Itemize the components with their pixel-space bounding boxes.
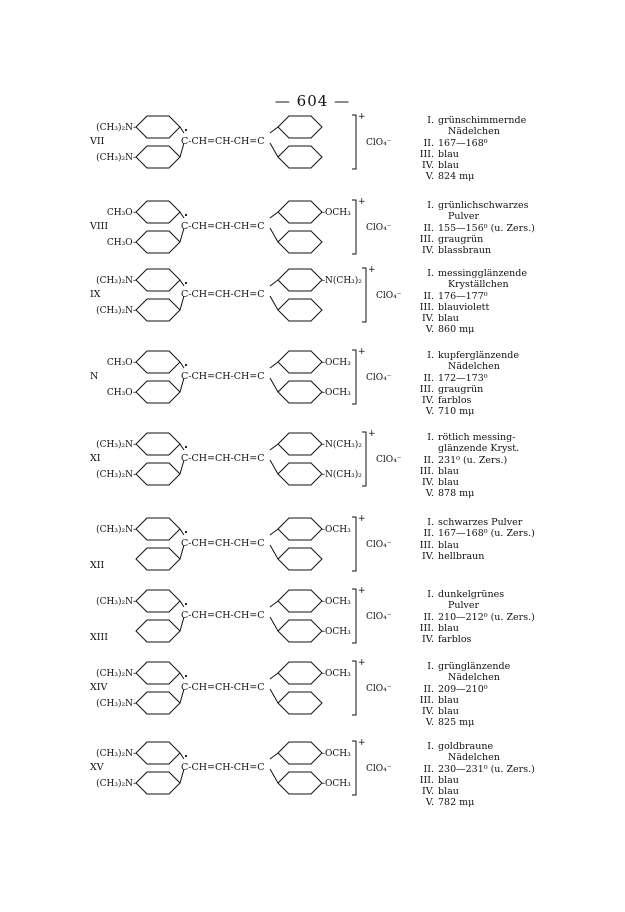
bond-line bbox=[180, 212, 184, 218]
bond-line bbox=[270, 362, 278, 368]
structural-formula bbox=[0, 429, 402, 512]
property-number: IV. bbox=[422, 245, 434, 257]
page-number: — 604 — bbox=[274, 92, 351, 110]
property-number: III. bbox=[419, 622, 434, 634]
property-row bbox=[404, 477, 604, 488]
property-value: blau bbox=[438, 313, 459, 325]
benzene-ring-lower-left bbox=[136, 381, 180, 403]
radical-dot bbox=[185, 603, 187, 605]
substituent-upper-left: CH₃O- bbox=[106, 208, 136, 218]
property-value: blau bbox=[438, 148, 459, 160]
property-row bbox=[404, 395, 604, 406]
property-row bbox=[404, 551, 604, 562]
charge-sign: + bbox=[358, 347, 366, 357]
compound-numeral: IX bbox=[90, 289, 101, 300]
bracket bbox=[352, 200, 356, 254]
benzene-ring-lower-left bbox=[136, 231, 180, 253]
substituent-lower-left: (CH₃)₂N- bbox=[96, 306, 136, 316]
property-list bbox=[404, 661, 604, 729]
substituent-upper-left: (CH₃)₂N- bbox=[96, 597, 136, 607]
property-row bbox=[404, 706, 604, 717]
property-value: 230—231⁰ (u. Zers.) bbox=[438, 763, 535, 775]
substituent-upper-right: -OCH₃ bbox=[322, 358, 351, 368]
benzene-ring-upper-left bbox=[136, 518, 180, 540]
benzene-ring-upper-left bbox=[136, 351, 180, 373]
property-row bbox=[404, 589, 604, 600]
property-row bbox=[404, 302, 604, 313]
property-value: 860 mμ bbox=[438, 324, 475, 336]
bond-line bbox=[180, 753, 184, 759]
bond-line bbox=[270, 545, 278, 559]
charge-sign: + bbox=[358, 112, 366, 122]
radical-dot bbox=[185, 282, 187, 284]
property-number: IV. bbox=[422, 634, 434, 646]
property-row bbox=[404, 200, 604, 211]
property-value: grünschimmernde bbox=[438, 115, 527, 126]
property-number: II. bbox=[423, 763, 434, 775]
property-row bbox=[404, 612, 604, 623]
bracket bbox=[352, 350, 356, 404]
bond-line bbox=[180, 601, 184, 607]
property-row bbox=[404, 268, 604, 279]
benzene-ring-upper-left bbox=[136, 590, 180, 612]
bond-line bbox=[270, 127, 278, 133]
bracket bbox=[352, 741, 356, 795]
property-value: 172—173⁰ bbox=[438, 372, 488, 384]
property-value: farblos bbox=[438, 395, 472, 407]
property-value-continuation: Pulver bbox=[448, 211, 480, 223]
substituent-upper-left: (CH₃)₂N- bbox=[96, 123, 136, 133]
property-row bbox=[404, 432, 604, 443]
property-number: I. bbox=[427, 268, 434, 279]
compound-numeral: VII bbox=[90, 136, 105, 147]
property-row bbox=[404, 466, 604, 477]
property-row bbox=[404, 138, 604, 149]
property-value: rötlich messing- bbox=[438, 432, 516, 443]
property-row bbox=[404, 517, 604, 528]
benzene-ring-lower-left bbox=[136, 620, 180, 642]
property-list bbox=[404, 268, 604, 336]
substituent-upper-left: (CH₃)₂N- bbox=[96, 669, 136, 679]
benzene-ring-lower-right bbox=[278, 548, 322, 570]
property-number: II. bbox=[423, 454, 434, 466]
polymethine-chain: C-CH=CH-CH=C bbox=[181, 371, 265, 382]
benzene-ring-upper-left bbox=[136, 269, 180, 291]
property-row bbox=[404, 373, 604, 384]
substituent-lower-right: -N(CH₃)₂ bbox=[322, 470, 362, 480]
substituent-upper-left: (CH₃)₂N- bbox=[96, 749, 136, 759]
bond-line bbox=[270, 212, 278, 218]
bond-line bbox=[270, 460, 278, 474]
polymethine-chain: C-CH=CH-CH=C bbox=[181, 136, 265, 147]
polymethine-chain: C-CH=CH-CH=C bbox=[181, 453, 265, 464]
substituent-upper-left: CH₃O- bbox=[106, 358, 136, 368]
radical-dot bbox=[185, 446, 187, 448]
property-row bbox=[404, 786, 604, 797]
bond-line bbox=[270, 689, 278, 703]
property-number: III. bbox=[419, 465, 434, 477]
benzene-ring-lower-right bbox=[278, 620, 322, 642]
property-value: kupferglänzende bbox=[438, 350, 519, 361]
property-number: IV. bbox=[422, 477, 434, 489]
benzene-ring-upper-left bbox=[136, 201, 180, 223]
property-row bbox=[404, 695, 604, 706]
bond-line bbox=[270, 753, 278, 759]
bracket bbox=[352, 589, 356, 643]
substituent-upper-right: -N(CH₃)₂ bbox=[322, 276, 362, 286]
property-number: IV. bbox=[422, 550, 434, 562]
property-row bbox=[404, 661, 604, 672]
polymethine-chain: C-CH=CH-CH=C bbox=[181, 682, 265, 693]
property-value-continuation: Kryställchen bbox=[448, 279, 509, 291]
bond-line bbox=[270, 769, 278, 783]
property-number: II. bbox=[423, 222, 434, 234]
substituent-upper-right: -OCH₃ bbox=[322, 208, 351, 218]
substituent-lower-left: (CH₃)₂N- bbox=[96, 470, 136, 480]
substituent-lower-right: -OCH₃ bbox=[322, 388, 351, 398]
benzene-ring-upper-right bbox=[278, 433, 322, 455]
property-value: schwarzes Pulver bbox=[438, 517, 523, 528]
compound-numeral: VIII bbox=[90, 221, 109, 232]
property-number: III. bbox=[419, 539, 434, 551]
polymethine-chain: C-CH=CH-CH=C bbox=[181, 538, 265, 549]
property-number: III. bbox=[419, 233, 434, 245]
property-list bbox=[404, 432, 604, 500]
property-list bbox=[404, 200, 604, 256]
bond-line bbox=[180, 362, 184, 368]
benzene-ring-upper-right bbox=[278, 662, 322, 684]
property-value: 231⁰ (u. Zers.) bbox=[438, 454, 508, 466]
benzene-ring-lower-right bbox=[278, 381, 322, 403]
structural-formula bbox=[0, 658, 400, 741]
compound-numeral: XI bbox=[90, 453, 101, 464]
property-value: blauviolett bbox=[438, 301, 490, 313]
benzene-ring-upper-left bbox=[136, 116, 180, 138]
property-value: graugrün bbox=[438, 383, 484, 395]
benzene-ring-lower-left bbox=[136, 548, 180, 570]
property-value: grünlichschwarzes bbox=[438, 200, 529, 211]
property-value: dunkelgrünes bbox=[438, 589, 505, 600]
counter-ion: ClO₄⁻ bbox=[376, 455, 402, 465]
property-list bbox=[404, 517, 604, 562]
property-value: blau bbox=[438, 694, 459, 706]
property-list bbox=[404, 115, 604, 183]
property-number: II. bbox=[423, 683, 434, 695]
charge-sign: + bbox=[368, 429, 376, 439]
charge-sign: + bbox=[358, 586, 366, 596]
benzene-ring-upper-left bbox=[136, 662, 180, 684]
property-value: blau bbox=[438, 539, 459, 551]
property-row bbox=[404, 540, 604, 551]
property-number: IV. bbox=[422, 313, 434, 325]
benzene-ring-lower-right bbox=[278, 231, 322, 253]
radical-dot bbox=[185, 531, 187, 533]
charge-sign: + bbox=[358, 197, 366, 207]
bond-line bbox=[180, 127, 184, 133]
property-number: I. bbox=[427, 589, 434, 600]
property-number: V. bbox=[425, 324, 434, 336]
property-row bbox=[404, 245, 604, 256]
property-row bbox=[404, 291, 604, 302]
polymethine-chain: C-CH=CH-CH=C bbox=[181, 289, 265, 300]
property-row bbox=[404, 684, 604, 695]
charge-sign: + bbox=[368, 265, 376, 275]
property-row bbox=[404, 149, 604, 160]
polymethine-chain: C-CH=CH-CH=C bbox=[181, 221, 265, 232]
substituent-upper-right: -OCH₃ bbox=[322, 525, 351, 535]
property-number: I. bbox=[427, 115, 434, 126]
property-value-continuation: Nädelchen bbox=[448, 361, 500, 373]
benzene-ring-lower-right bbox=[278, 146, 322, 168]
benzene-ring-upper-right bbox=[278, 351, 322, 373]
benzene-ring-lower-left bbox=[136, 692, 180, 714]
bond-line bbox=[270, 378, 278, 392]
property-number: I. bbox=[427, 517, 434, 528]
property-row bbox=[404, 634, 604, 645]
radical-dot bbox=[185, 364, 187, 366]
property-number: III. bbox=[419, 148, 434, 160]
property-row bbox=[404, 488, 604, 499]
property-row bbox=[404, 223, 604, 234]
polymethine-chain: C-CH=CH-CH=C bbox=[181, 610, 265, 621]
property-value: 825 mμ bbox=[438, 717, 475, 729]
substituent-upper-left: (CH₃)₂N- bbox=[96, 276, 136, 286]
benzene-ring-lower-left bbox=[136, 146, 180, 168]
substituent-upper-right: -OCH₃ bbox=[322, 669, 351, 679]
bracket bbox=[352, 517, 356, 571]
property-number: II. bbox=[423, 528, 434, 540]
radical-dot bbox=[185, 755, 187, 757]
counter-ion: ClO₄⁻ bbox=[376, 291, 402, 301]
compound-numeral: XIII bbox=[90, 632, 109, 643]
benzene-ring-upper-right bbox=[278, 518, 322, 540]
property-number: III. bbox=[419, 774, 434, 786]
compound-numeral: XIV bbox=[90, 682, 108, 693]
bond-line bbox=[180, 280, 184, 286]
property-number: I. bbox=[427, 741, 434, 752]
property-row bbox=[404, 234, 604, 245]
counter-ion: ClO₄⁻ bbox=[366, 540, 392, 550]
charge-sign: + bbox=[358, 738, 366, 748]
benzene-ring-upper-right bbox=[278, 742, 322, 764]
substituent-lower-right: -OCH₃ bbox=[322, 779, 351, 789]
property-number: II. bbox=[423, 290, 434, 302]
substituent-upper-left: (CH₃)₂N- bbox=[96, 440, 136, 450]
compound-numeral: XII bbox=[90, 560, 105, 571]
property-value: 167—168⁰ (u. Zers.) bbox=[438, 528, 535, 540]
substituent-lower-left: (CH₃)₂N- bbox=[96, 699, 136, 709]
property-value: grünglänzende bbox=[438, 661, 511, 672]
bond-line bbox=[270, 529, 278, 535]
substituent-upper-right: -OCH₃ bbox=[322, 597, 351, 607]
bond-line bbox=[270, 444, 278, 450]
property-row bbox=[404, 313, 604, 324]
charge-sign: + bbox=[358, 514, 366, 524]
property-value: blau bbox=[438, 465, 459, 477]
property-row bbox=[404, 775, 604, 786]
structural-formula bbox=[0, 265, 402, 348]
property-value-continuation: Nädelchen bbox=[448, 672, 500, 684]
benzene-ring-upper-left bbox=[136, 742, 180, 764]
benzene-ring-lower-left bbox=[136, 463, 180, 485]
property-row bbox=[404, 350, 604, 361]
property-value-continuation: glänzende Kryst. bbox=[438, 443, 520, 455]
bond-line bbox=[270, 296, 278, 310]
property-number: I. bbox=[427, 350, 434, 361]
compound-numeral: N bbox=[90, 371, 99, 382]
property-row bbox=[404, 528, 604, 539]
property-number: V. bbox=[425, 797, 434, 809]
property-row bbox=[404, 741, 604, 752]
property-number: IV. bbox=[422, 160, 434, 172]
property-number: V. bbox=[425, 717, 434, 729]
bracket bbox=[352, 115, 356, 169]
property-value-continuation: Pulver bbox=[448, 600, 480, 612]
property-row bbox=[404, 406, 604, 417]
property-value: goldbraune bbox=[438, 741, 494, 752]
benzene-ring-lower-right bbox=[278, 463, 322, 485]
property-number: II. bbox=[423, 611, 434, 623]
bond-line bbox=[270, 617, 278, 631]
property-number: IV. bbox=[422, 706, 434, 718]
property-number: III. bbox=[419, 301, 434, 313]
structural-formula bbox=[0, 586, 400, 669]
bond-line bbox=[270, 228, 278, 242]
property-value: blau bbox=[438, 160, 459, 172]
property-row bbox=[404, 764, 604, 775]
property-number: I. bbox=[427, 200, 434, 211]
structural-formula bbox=[0, 514, 400, 597]
property-value: 167—168⁰ bbox=[438, 137, 488, 149]
substituent-lower-left: (CH₃)₂N- bbox=[96, 779, 136, 789]
radical-dot bbox=[185, 214, 187, 216]
benzene-ring-upper-right bbox=[278, 269, 322, 291]
property-value: graugrün bbox=[438, 233, 484, 245]
property-value: hellbraun bbox=[438, 550, 485, 562]
counter-ion: ClO₄⁻ bbox=[366, 764, 392, 774]
radical-dot bbox=[185, 129, 187, 131]
substituent-lower-left: CH₃O- bbox=[106, 388, 136, 398]
property-value: 824 mμ bbox=[438, 171, 475, 183]
counter-ion: ClO₄⁻ bbox=[366, 684, 392, 694]
structural-formula bbox=[0, 112, 400, 195]
property-number: V. bbox=[425, 406, 434, 418]
substituent-lower-left: CH₃O- bbox=[106, 238, 136, 248]
property-number: V. bbox=[425, 171, 434, 183]
benzene-ring-lower-left bbox=[136, 299, 180, 321]
property-list bbox=[404, 350, 604, 418]
polymethine-chain: C-CH=CH-CH=C bbox=[181, 762, 265, 773]
counter-ion: ClO₄⁻ bbox=[366, 223, 392, 233]
property-row bbox=[404, 160, 604, 171]
bond-line bbox=[270, 143, 278, 157]
property-value: 210—212⁰ (u. Zers.) bbox=[438, 611, 535, 623]
property-value: blau bbox=[438, 477, 459, 489]
property-value: 878 mμ bbox=[438, 488, 475, 500]
radical-dot bbox=[185, 675, 187, 677]
property-value: blau bbox=[438, 774, 459, 786]
property-value: blau bbox=[438, 622, 459, 634]
property-number: IV. bbox=[422, 395, 434, 407]
property-number: IV. bbox=[422, 786, 434, 798]
property-row bbox=[404, 171, 604, 182]
counter-ion: ClO₄⁻ bbox=[366, 138, 392, 148]
counter-ion: ClO₄⁻ bbox=[366, 612, 392, 622]
property-value: messingglänzende bbox=[438, 268, 527, 279]
property-value: blassbraun bbox=[438, 245, 492, 257]
property-value: 782 mμ bbox=[438, 797, 475, 809]
structural-formula bbox=[0, 347, 400, 430]
property-value: 176—177⁰ bbox=[438, 290, 488, 302]
property-row bbox=[404, 324, 604, 335]
benzene-ring-lower-right bbox=[278, 692, 322, 714]
property-row bbox=[404, 797, 604, 808]
property-value: 155—156⁰ (u. Zers.) bbox=[438, 222, 535, 234]
bracket bbox=[362, 432, 366, 486]
bracket bbox=[362, 268, 366, 322]
property-row bbox=[404, 623, 604, 634]
property-value-continuation: Nädelchen bbox=[448, 752, 500, 764]
property-row bbox=[404, 717, 604, 728]
compound-numeral: XV bbox=[90, 762, 104, 773]
structural-formula bbox=[0, 738, 400, 821]
bracket bbox=[352, 661, 356, 715]
property-value: blau bbox=[438, 706, 459, 718]
substituent-lower-right: -OCH₃ bbox=[322, 627, 351, 637]
benzene-ring-upper-right bbox=[278, 590, 322, 612]
benzene-ring-upper-left bbox=[136, 433, 180, 455]
substituent-lower-left: (CH₃)₂N- bbox=[96, 153, 136, 163]
benzene-ring-upper-right bbox=[278, 201, 322, 223]
property-list bbox=[404, 589, 604, 645]
bond-line bbox=[180, 529, 184, 535]
property-value: 209—210⁰ bbox=[438, 683, 488, 695]
bond-line bbox=[270, 673, 278, 679]
bond-line bbox=[180, 673, 184, 679]
charge-sign: + bbox=[358, 658, 366, 668]
property-row bbox=[404, 455, 604, 466]
substituent-upper-right: -N(CH₃)₂ bbox=[322, 440, 362, 450]
property-number: II. bbox=[423, 137, 434, 149]
benzene-ring-upper-right bbox=[278, 116, 322, 138]
property-number: I. bbox=[427, 432, 434, 443]
property-list bbox=[404, 741, 604, 809]
property-value: farblos bbox=[438, 634, 472, 646]
bond-line bbox=[270, 601, 278, 607]
counter-ion: ClO₄⁻ bbox=[366, 373, 392, 383]
property-value: 710 mμ bbox=[438, 406, 475, 418]
benzene-ring-lower-right bbox=[278, 299, 322, 321]
property-value-continuation: Nädelchen bbox=[448, 126, 500, 138]
property-value: blau bbox=[438, 786, 459, 798]
property-number: V. bbox=[425, 488, 434, 500]
property-number: III. bbox=[419, 694, 434, 706]
bond-line bbox=[270, 280, 278, 286]
property-number: III. bbox=[419, 383, 434, 395]
property-number: I. bbox=[427, 661, 434, 672]
benzene-ring-lower-left bbox=[136, 772, 180, 794]
substituent-upper-right: -OCH₃ bbox=[322, 749, 351, 759]
property-number: II. bbox=[423, 372, 434, 384]
substituent-upper-left: (CH₃)₂N- bbox=[96, 525, 136, 535]
bond-line bbox=[180, 444, 184, 450]
benzene-ring-lower-right bbox=[278, 772, 322, 794]
property-row bbox=[404, 384, 604, 395]
property-row bbox=[404, 115, 604, 126]
